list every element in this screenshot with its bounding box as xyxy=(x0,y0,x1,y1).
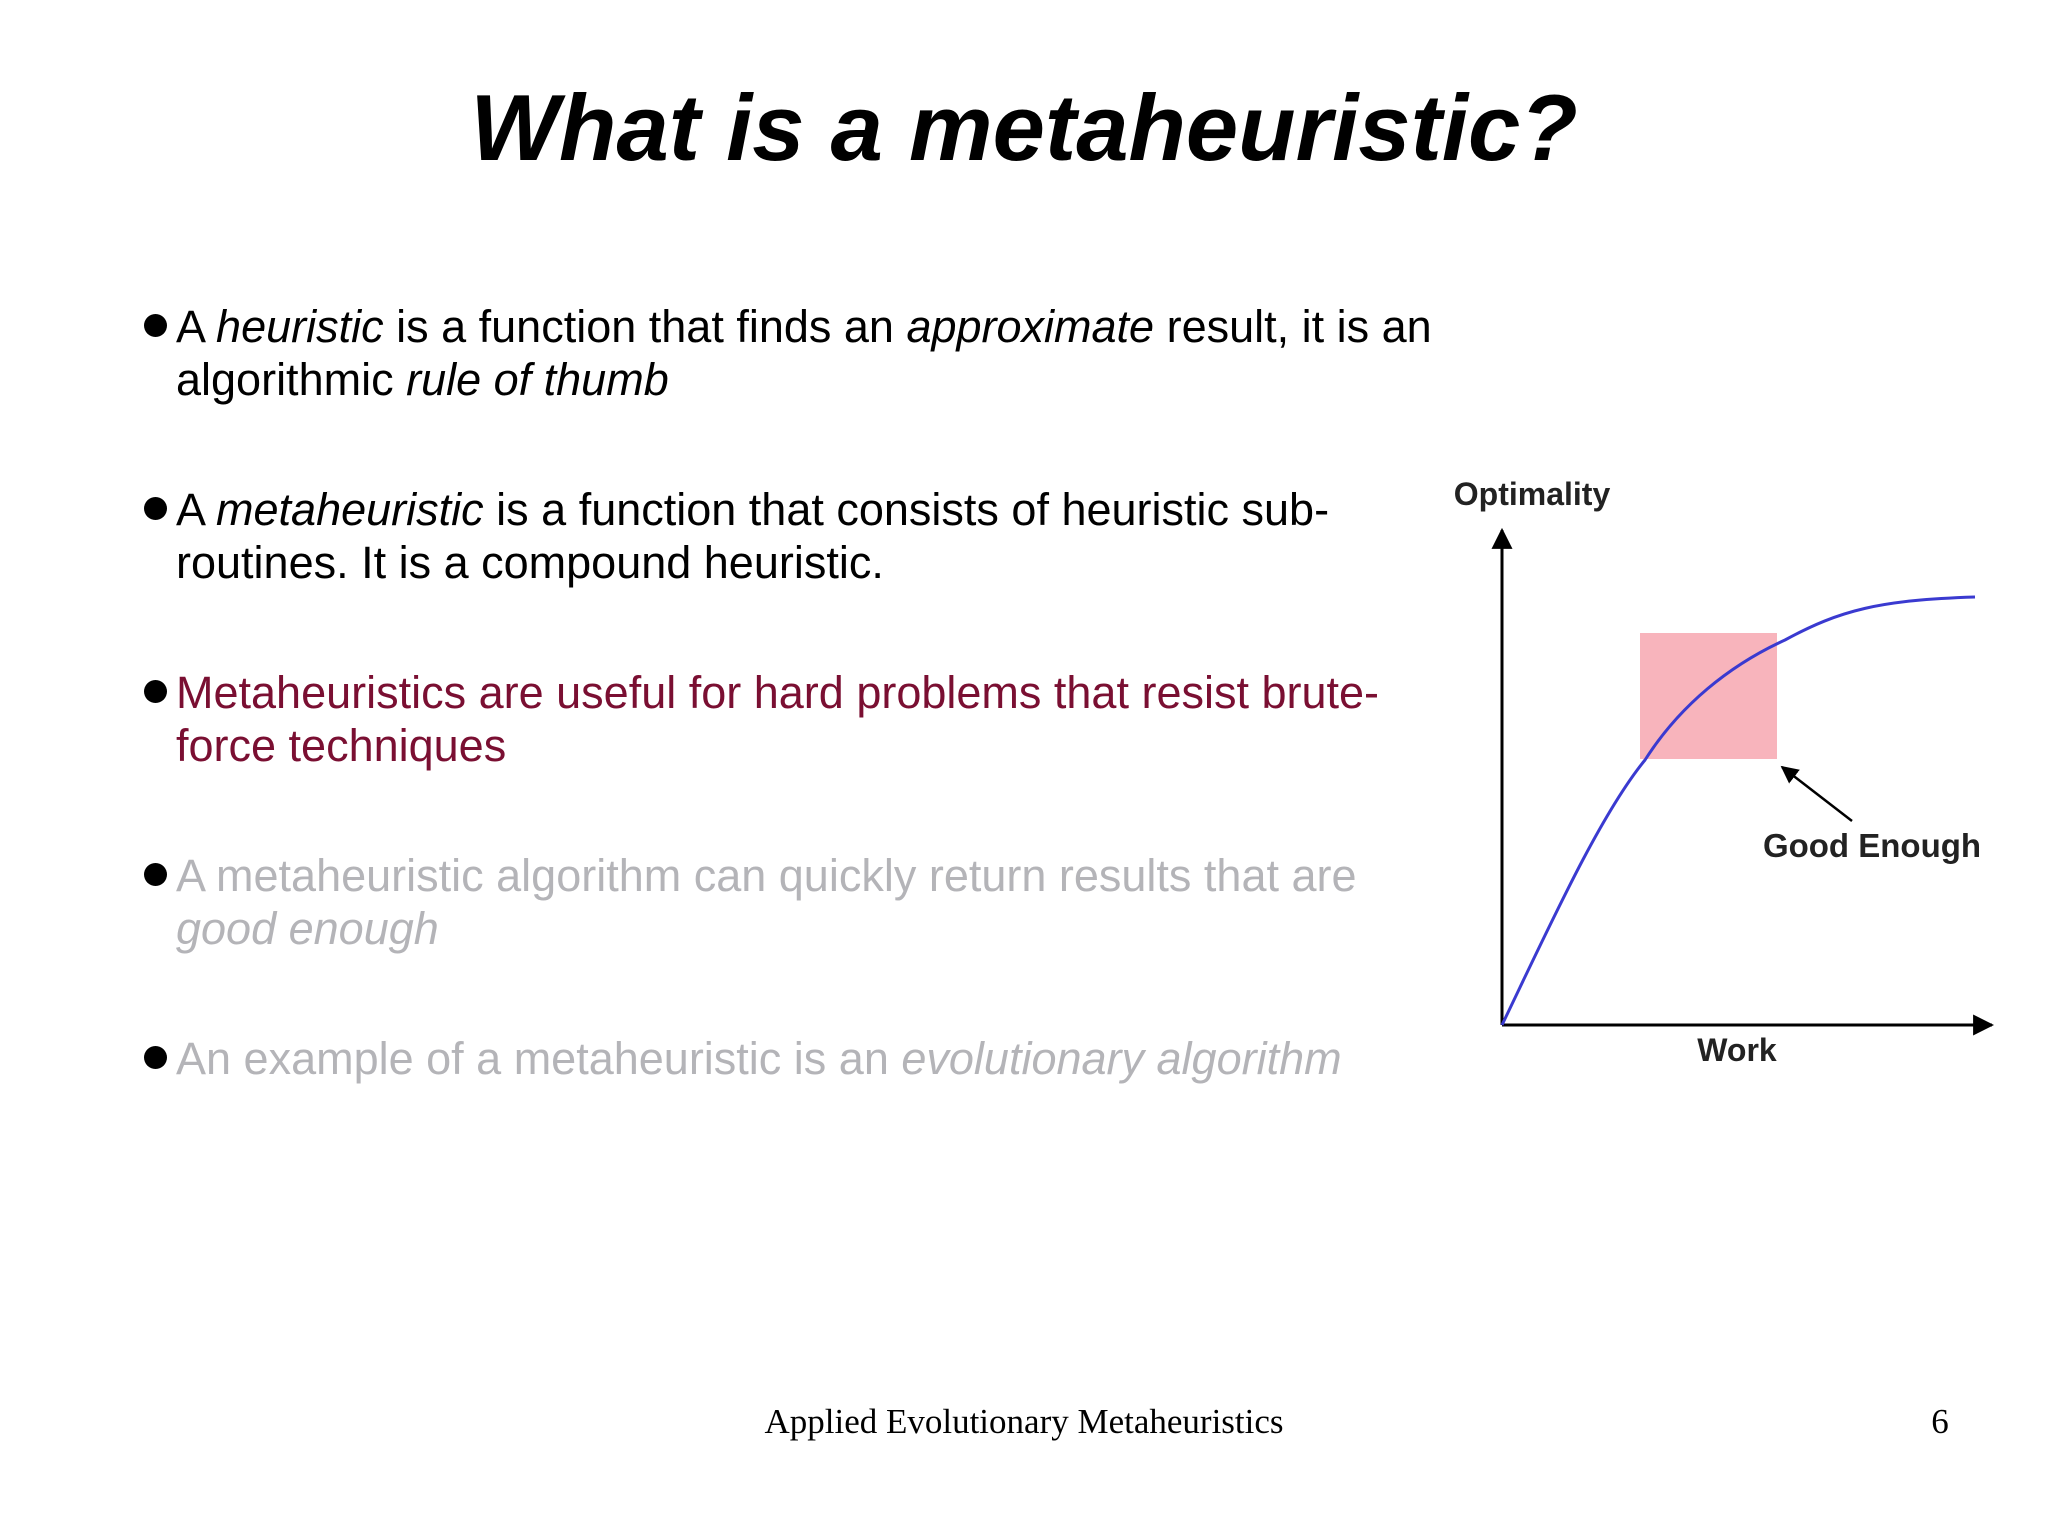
slide-title: What is a metaheuristic? xyxy=(470,75,1578,180)
bullet-item xyxy=(140,1032,1440,1085)
bullet-emphasis-text: heuristic xyxy=(216,301,384,352)
bullet-dot xyxy=(144,497,167,520)
bullet-text-run: result, it is an algorithmic xyxy=(176,301,1432,405)
bullet-text xyxy=(176,850,1357,954)
bullet-text xyxy=(176,667,1379,771)
bullet-dot xyxy=(144,680,167,703)
bullet-emphasis-text: metaheuristic xyxy=(216,484,484,535)
bullet-text-run: An example of a metaheuristic is an xyxy=(176,1033,902,1084)
bullet-text-run: is a function that finds an xyxy=(383,301,907,352)
bullet-text-run: A metaheuristic algorithm can quickly return results that are xyxy=(176,850,1357,901)
page-number: 6 xyxy=(1931,1402,1949,1441)
bullet-emphasis-text: approximate xyxy=(906,301,1155,352)
bullet-text xyxy=(176,1033,1342,1084)
good-enough-label: Good Enough xyxy=(1762,827,1982,864)
bullet-text xyxy=(176,484,1329,588)
slide-footer: Applied Evolutionary Metaheuristics xyxy=(764,1402,1284,1441)
bullet-text-run: A xyxy=(176,484,217,535)
bullet-item xyxy=(140,483,1440,589)
y-axis-label: Optimality xyxy=(1453,476,1611,512)
bullet-text-run: A xyxy=(176,301,217,352)
bullet-text xyxy=(176,301,1432,405)
bullet-text-run: Metaheuristics are useful for hard problems that resist brute-force techniques xyxy=(176,667,1380,771)
optimality-work-diagram xyxy=(1440,465,2015,1085)
bullet-item xyxy=(140,666,1440,772)
annotation-arrow xyxy=(1782,767,1852,821)
bullet-list xyxy=(140,300,1440,1162)
bullet-emphasis-text: rule of thumb xyxy=(406,354,669,405)
bullet-text-run: is a function that consists of heuristic sub-routines. It is a compound heuristic. xyxy=(176,484,1330,588)
bullet-dot xyxy=(144,863,167,886)
bullet-item xyxy=(140,849,1440,955)
bullet-emphasis-text: evolutionary algorithm xyxy=(901,1033,1342,1084)
bullet-dot xyxy=(144,314,167,337)
bullet-emphasis-text: good enough xyxy=(176,903,439,954)
bullet-item xyxy=(140,300,1440,406)
x-axis-label: Work xyxy=(1697,1032,1777,1068)
bullet-dot xyxy=(144,1046,167,1069)
